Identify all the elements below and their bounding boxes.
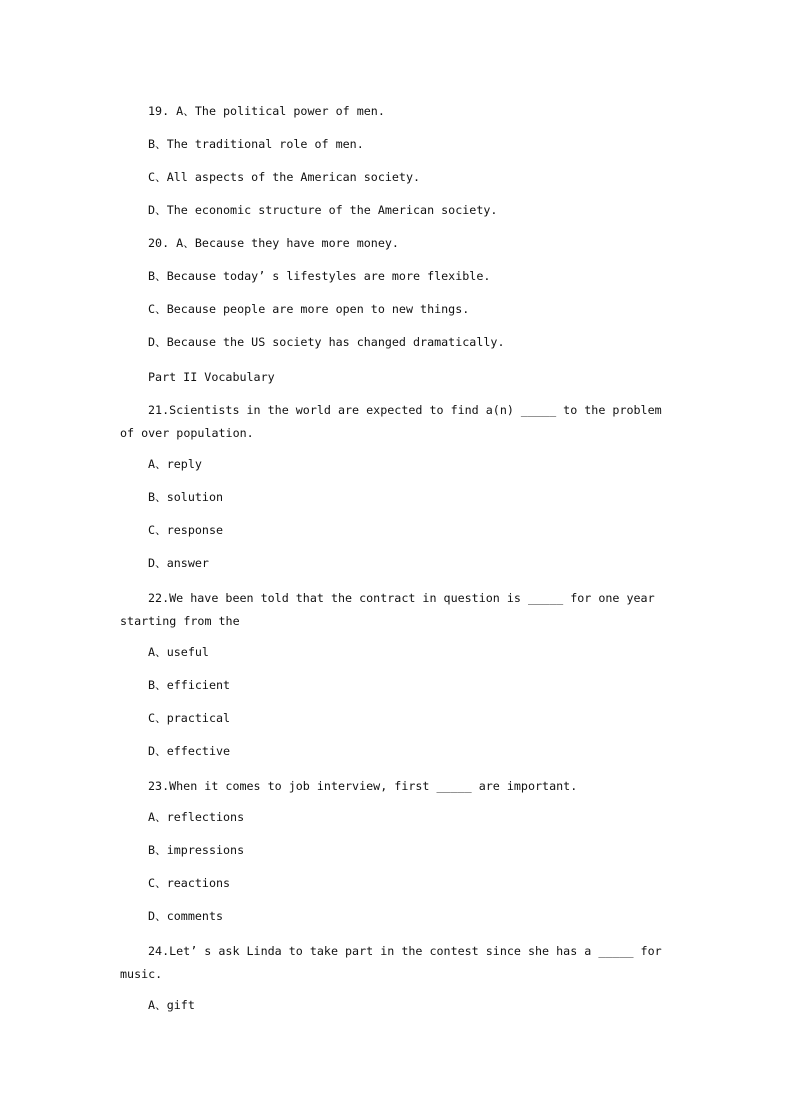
q23-option-b: B、impressions <box>148 843 245 857</box>
q19-option-c: C、All aspects of the American society. <box>148 170 421 184</box>
q19-option-b: B、The traditional role of men. <box>148 137 364 151</box>
q23-option-d: D、comments <box>148 909 224 923</box>
q22-stem-cont: starting from the <box>120 614 240 628</box>
q21-option-b: B、solution <box>148 490 224 504</box>
q20-option-c: C、Because people are more open to new things. <box>148 302 470 316</box>
q24-stem-cont: music. <box>120 967 163 981</box>
q21-option-c: C、response <box>148 523 224 537</box>
q23-stem: 23.When it comes to job interview, first _____ are important. <box>148 779 578 793</box>
q22-option-d: D、effective <box>148 744 231 758</box>
q21-stem: 21.Scientists in the world are expected to find a(n) _____ to the problem <box>148 403 662 417</box>
q23-option-a: A、reflections <box>148 810 245 824</box>
q23-option-c: C、reactions <box>148 876 231 890</box>
q19-option-d: D、The economic structure of the American society. <box>148 203 498 217</box>
q22-option-a: A、useful <box>148 645 209 659</box>
section-heading: Part II Vocabulary <box>148 370 275 384</box>
q21-stem-cont: of over population. <box>120 426 254 440</box>
q22-option-c: C、practical <box>148 711 231 725</box>
q22-option-b: B、efficient <box>148 678 231 692</box>
q21-option-d: D、answer <box>148 556 209 570</box>
q20-option-d: D、Because the US society has changed dramatically. <box>148 335 505 349</box>
q24-stem: 24.Let’ s ask Linda to take part in the contest since she has a _____ for <box>148 944 662 958</box>
q21-option-a: A、reply <box>148 457 202 471</box>
q24-option-a: A、gift <box>148 998 195 1012</box>
q19-option-a: 19. A、The political power of men. <box>148 104 385 118</box>
q22-stem: 22.We have been told that the contract in question is _____ for one year <box>148 591 655 605</box>
q20-option-b: B、Because today’ s lifestyles are more flexible. <box>148 269 491 283</box>
q20-option-a: 20. A、Because they have more money. <box>148 236 399 250</box>
